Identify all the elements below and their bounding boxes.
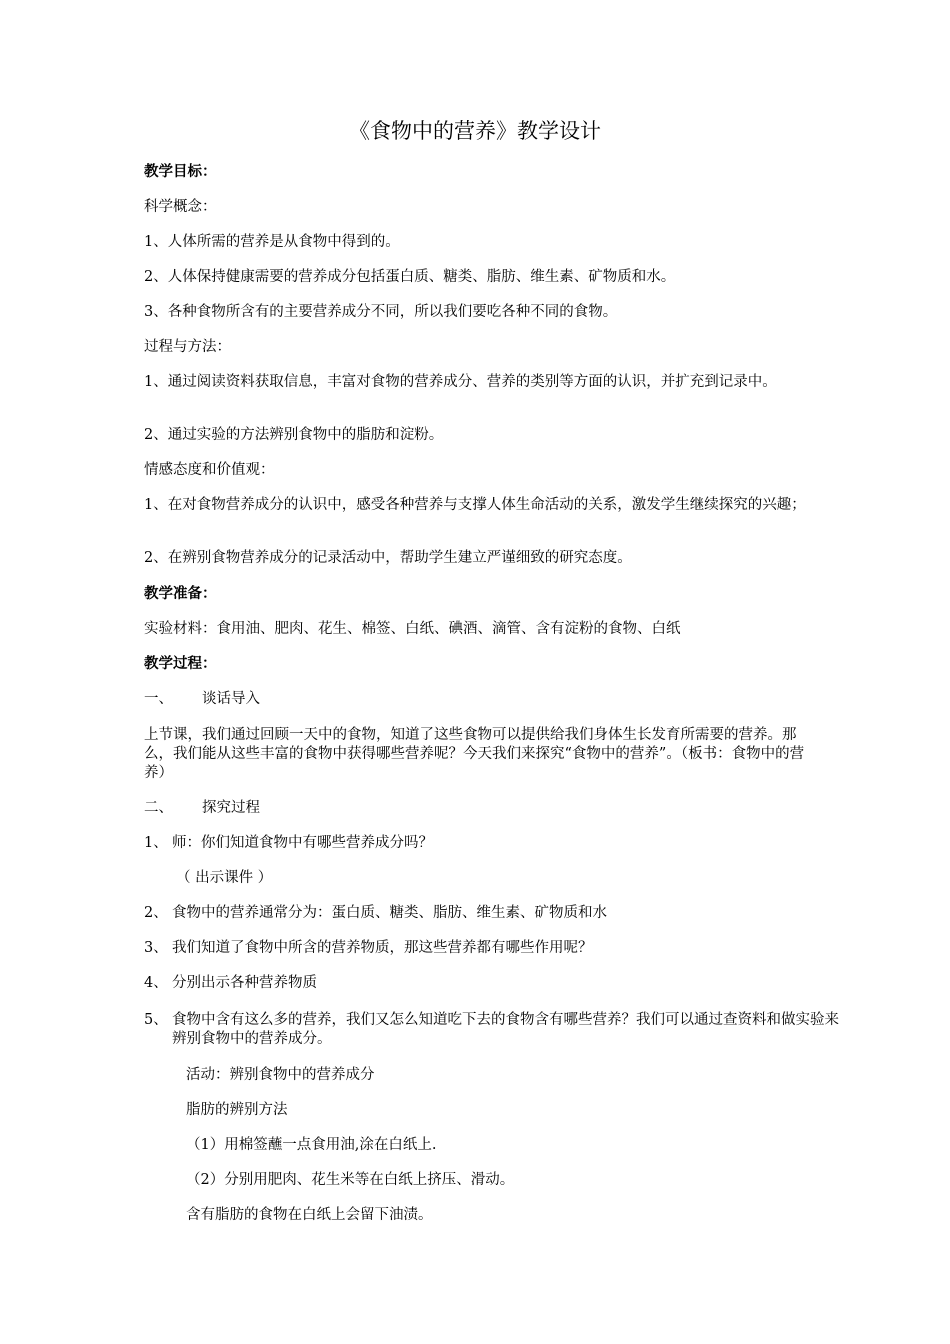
step-1-note: （ 出示课件 ） xyxy=(176,870,273,886)
part2-title: 探究过程 xyxy=(202,800,260,816)
emotion-item-1: 1、在对食物营养成分的认识中，感受各种营养与支撑人体生命活动的关系，激发学生继续探究的兴趣； xyxy=(144,497,806,513)
fat-step-1: （1）用棉签蘸一点食用油,涂在白纸上. xyxy=(186,1137,437,1153)
step-3-text: 我们知道了食物中所含的营养物质，那这些营养都有哪些作用呢？ xyxy=(172,940,593,956)
step-1 xyxy=(144,834,814,853)
concept-item-2: 2、人体保持健康需要的营养成分包括蛋白质、糖类、脂肪、维生素、矿物质和水。 xyxy=(144,269,676,285)
fat-step-2: （2）分别用肥肉、花生米等在白纸上挤压、滑动。 xyxy=(186,1172,515,1188)
step-4 xyxy=(144,974,814,993)
goals-heading: 教学目标： xyxy=(144,164,217,180)
part1-number: 一、 xyxy=(144,691,173,707)
part1-paragraph: 上节课，我们通过回顾一天中的食物，知道了这些食物可以提供给我们身体生长发育所需要的营养。那么，我们能从这些丰富的食物中获得哪些营养呢？今天我们来探究“食物中的营养”。（板书：食物中的营养） xyxy=(144,727,805,781)
process-item-1: 1、通过阅读资料获取信息，丰富对食物的营养成分、营养的类别等方面的认识，并扩充到记录中。 xyxy=(144,374,777,390)
step-1-number: 1、 xyxy=(144,835,168,851)
step-5 xyxy=(144,1011,842,1049)
concept-item-1: 1、人体所需的营养是从食物中得到的。 xyxy=(144,234,400,250)
emotion-item-2: 2、在辨别食物营养成分的记录活动中，帮助学生建立严谨细致的研究态度。 xyxy=(144,550,632,566)
step-5-number: 5、 xyxy=(144,1012,168,1028)
prep-materials: 实验材料：食用油、肥肉、花生、棉签、白纸、碘酒、滴管、含有淀粉的食物、白纸 xyxy=(144,621,681,637)
part2-number: 二、 xyxy=(144,800,173,816)
document-title: 《食物中的营养》教学设计 xyxy=(349,119,601,143)
step-3 xyxy=(144,939,814,958)
part2-heading xyxy=(144,799,814,818)
step-2 xyxy=(144,904,814,923)
part1-heading xyxy=(144,690,814,709)
step-1-text: 师：你们知道食物中有哪些营养成分吗？ xyxy=(172,835,433,851)
process-heading: 过程与方法： xyxy=(144,339,231,355)
process-item-2: 2、通过实验的方法辨别食物中的脂肪和淀粉。 xyxy=(144,427,444,443)
step-4-number: 4、 xyxy=(144,975,168,991)
concept-item-3: 3、各种食物所含有的主要营养成分不同，所以我们要吃各种不同的食物。 xyxy=(144,304,618,320)
activity-title: 活动：辨别食物中的营养成分 xyxy=(186,1067,375,1083)
step-2-number: 2、 xyxy=(144,905,168,921)
step-2-text: 食物中的营养通常分为：蛋白质、糖类、脂肪、维生素、矿物质和水 xyxy=(172,905,607,921)
step-3-number: 3、 xyxy=(144,940,168,956)
part1-title: 谈话导入 xyxy=(202,691,260,707)
concept-heading: 科学概念： xyxy=(144,199,217,215)
procedure-heading: 教学过程： xyxy=(144,656,217,672)
prep-heading: 教学准备： xyxy=(144,586,217,602)
fat-result: 含有脂肪的食物在白纸上会留下油渍。 xyxy=(186,1207,433,1223)
fat-method-heading: 脂肪的辨别方法 xyxy=(186,1102,288,1118)
emotion-heading: 情感态度和价值观： xyxy=(144,462,275,478)
step-4-text: 分别出示各种营养物质 xyxy=(172,975,317,991)
step-5-text: 食物中含有这么多的营养，我们又怎么知道吃下去的食物含有哪些营养？我们可以通过查资料和做实验来辨别食物中的营养成分。 xyxy=(172,1012,839,1047)
